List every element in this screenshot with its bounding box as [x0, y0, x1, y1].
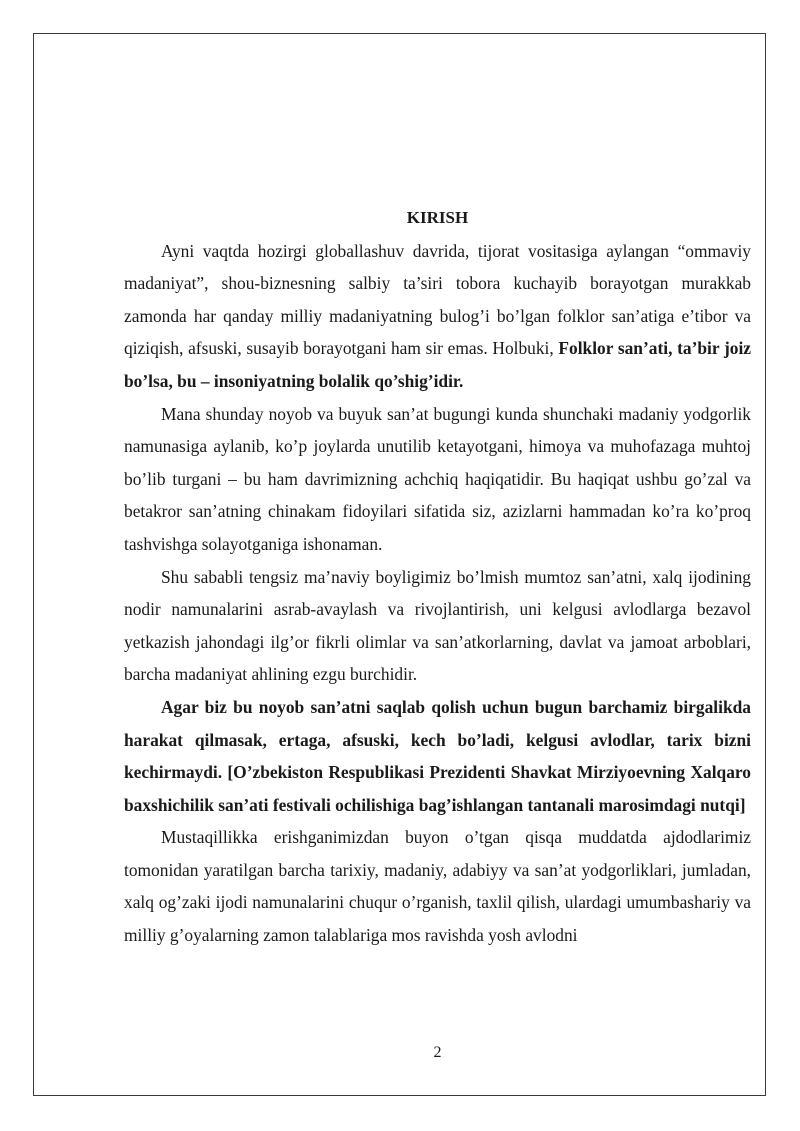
document-body — [124, 202, 751, 952]
paragraph-intro-text: Ayni vaqtda hozirgi globallashuv davrida, tijorat vositasiga aylangan “ommaviy madaniyat”, shou-biznesning salbiy ta’siri tobora kuchayib borayotgan murakkab zamonda har qanday milliy madaniyatning bulog’i bo’lgan folklor san’atiga e’tibor va qiziqish, afsuski, susayib borayotgani ham sir emas. Holbuki, — [124, 240, 751, 359]
paragraph-intro — [124, 235, 751, 398]
section-heading: KIRISH — [406, 208, 469, 227]
page-number: 2 — [433, 1044, 442, 1061]
paragraph-intro-bold-quote: Folklor san’ati, ta’bir joiz bo’lsa, bu – insoniyatning bolalik qo’shig’idir. — [124, 338, 751, 391]
paragraph-independence: Mustaqillikka erishganimizdan buyon o’tgan qisqa muddatda ajdodlarimiz tomonidan yaratilgan barcha tarixiy, madaniy, adabiyy va san’at yodgorliklari, jumladan, xalq og’zaki ijodi namunalarini chuqur o’rganish, taxlil qilish, ulardagi umumbashariy va milliy g’oyalarning zamon talablariga mos ravishda yosh avlodni — [124, 827, 751, 946]
paragraph-heritage: Mana shunday noyob va buyuk san’at bugungi kunda shunchaki madaniy yodgorlik namunasiga aylanib, ko’p joylarda unutilib ketayotgani, himoya va muhofazaga muhtoj bo’lib turgani – bu ham davrimizning achchiq haqiqatidir. Bu haqiqat ushbu go’zal va betakror san’atning chinakam fidoyilari sifatida siz, azizlarni hammadan ko’ra ko’proq tashvishga solayotganiga ishonaman. — [124, 403, 751, 554]
paragraph-president-quote: Agar biz bu noyob san’atni saqlab qolish uchun bugun barchamiz birgalikda harakat qilmasak, ertaga, afsuski, kech bo’ladi, kelgusi avlodlar, tarix bizni kechirmaydi. [O’zbekiston Respublikasi Prezidenti Shavkat Mirziyoevning Xalqaro baxshichilik san’ati festivali ochilishiga bag’ishlangan tantanali marosimdagi nutqi] — [124, 696, 751, 815]
paragraph-duty: Shu sababli tengsiz ma’naviy boyligimiz bo’lmish mumtoz san’atni, xalq ijodining nodir namunalarini asrab-avaylash va rivojlantirish, uni kelgusi avlodlarga bezavol yetkazish jahondagi ilg’or fikrli olimlar va san’atkorlarning, davlat va jamoat arboblari, barcha madaniyat ahlining ezgu burchidir. — [124, 566, 751, 685]
